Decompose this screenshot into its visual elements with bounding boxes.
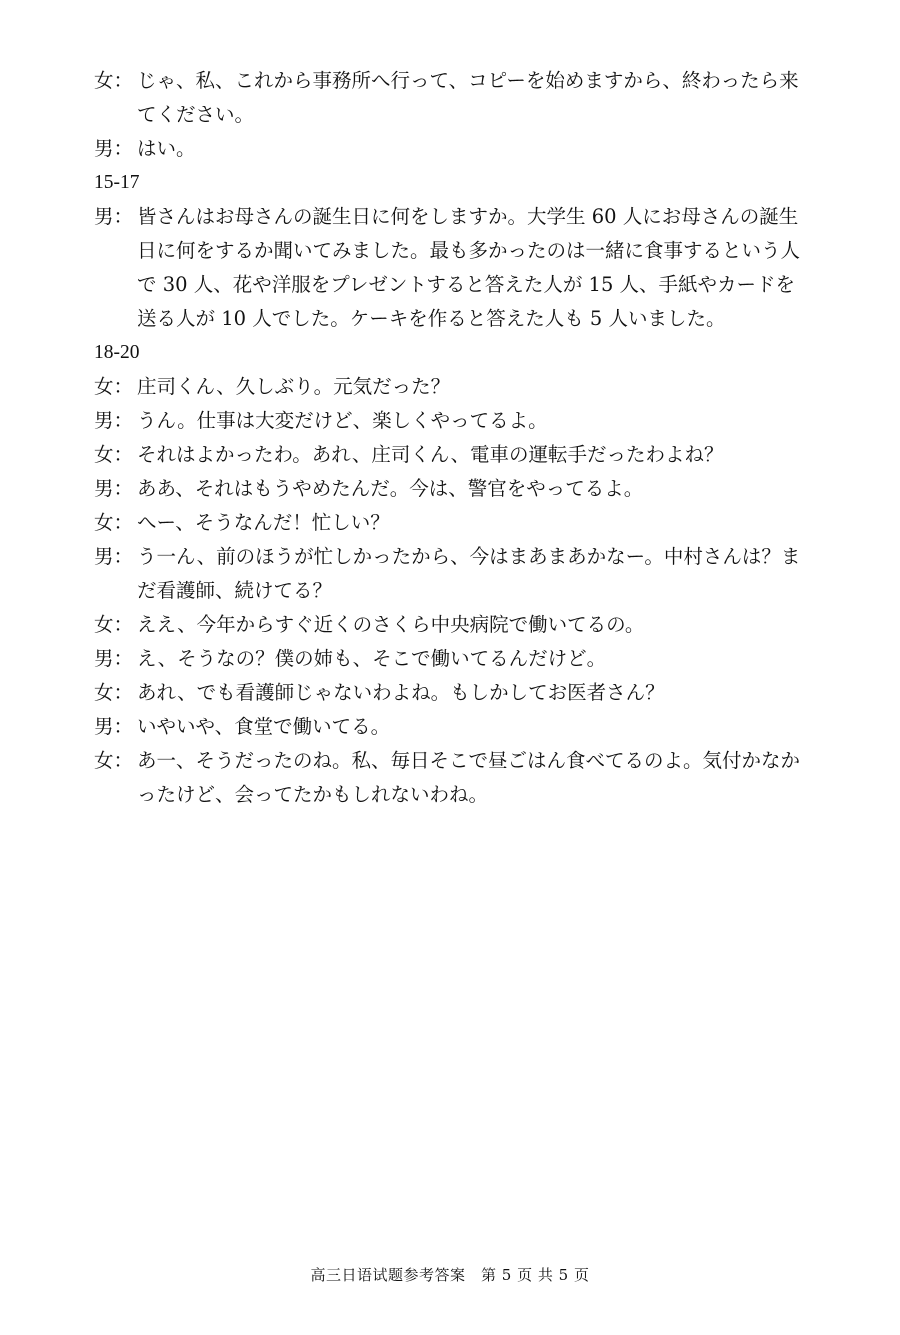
speaker-label: 女： bbox=[94, 375, 134, 398]
dialogue-text: 皆さんはお母さんの誕生日に何をしますか。大学生 60 人にお母さんの誕生日に何をするか聞いてみました。最も多かったのは一緒に食事するという人で 30 人、花や洋服をプレゼントすると答えた人が 15 人、手紙やカードを送る人が 10 人でした。ケーキを作ると答えた人も 5 人いました。 bbox=[137, 205, 801, 330]
dialogue-line bbox=[94, 676, 814, 710]
dialogue-text: へー、そうなんだ！忙しい？ bbox=[137, 511, 390, 534]
dialogue-text: いやいや、食堂で働いてる。 bbox=[137, 715, 391, 738]
dialogue-line bbox=[94, 132, 814, 166]
dialogue-line bbox=[94, 540, 814, 608]
section-number: 18-20 bbox=[94, 342, 140, 363]
speaker-label: 女： bbox=[94, 511, 134, 534]
dialogue-text: あれ、でも看護師じゃないわよね。もしかしてお医者さん？ bbox=[137, 681, 665, 704]
dialogue-line bbox=[94, 64, 814, 132]
dialogue-line bbox=[94, 200, 814, 336]
dialogue-line bbox=[94, 744, 814, 812]
speaker-label: 男： bbox=[94, 137, 134, 160]
dialogue-line bbox=[94, 608, 814, 642]
speaker-label: 女： bbox=[94, 613, 134, 636]
speaker-label: 男： bbox=[94, 477, 134, 500]
dialogue-text: うん。仕事は大変だけど、楽しくやってるよ。 bbox=[137, 409, 548, 432]
dialogue-line bbox=[94, 370, 814, 404]
speaker-label: 男： bbox=[94, 715, 134, 738]
page-footer: 高三日语试题参考答案 第 5 页 共 5 页 bbox=[310, 1266, 590, 1284]
dialogue-line bbox=[94, 506, 814, 540]
speaker-label: 男： bbox=[94, 545, 134, 568]
section-number: 15-17 bbox=[94, 172, 140, 193]
speaker-label: 男： bbox=[94, 409, 134, 432]
dialogue-text: じゃ、私、これから事務所へ行って、コピーを始めますから、終わったら来てください。 bbox=[137, 69, 799, 126]
dialogue-line bbox=[94, 710, 814, 744]
transcript-body bbox=[94, 64, 814, 812]
dialogue-line bbox=[94, 438, 814, 472]
dialogue-line bbox=[94, 642, 814, 676]
dialogue-line bbox=[94, 404, 814, 438]
dialogue-text: 庄司くん、久しぶり。元気だった？ bbox=[137, 375, 451, 398]
speaker-label: 男： bbox=[94, 205, 134, 228]
speaker-label: 女： bbox=[94, 749, 134, 772]
dialogue-text: ああ、それはもうやめたんだ。今は、警官をやってるよ。 bbox=[137, 477, 644, 500]
dialogue-text: え、そうなの？僕の姉も、そこで働いてるんだけど。 bbox=[137, 647, 607, 670]
speaker-label: 女： bbox=[94, 443, 134, 466]
dialogue-line bbox=[94, 472, 814, 506]
dialogue-text: はい。 bbox=[137, 137, 196, 160]
speaker-label: 男： bbox=[94, 647, 134, 670]
speaker-label: 女： bbox=[94, 69, 134, 92]
speaker-label: 女： bbox=[94, 681, 134, 704]
dialogue-text: あ一、そうだったのね。私、毎日そこで昼ごはん食べてるのよ。気付かなかったけど、会ってたかもしれないわね。 bbox=[137, 749, 801, 806]
dialogue-text: それはよかったわ。あれ、庄司くん、電車の運転手だったわよね？ bbox=[137, 443, 724, 466]
dialogue-text: ええ、今年からすぐ近くのさくら中央病院で働いてるの。 bbox=[137, 613, 645, 636]
dialogue-text: う一ん、前のほうが忙しかったから、今はまあまあかなー。中村さんは？まだ看護師、続けてる？ bbox=[137, 545, 801, 602]
